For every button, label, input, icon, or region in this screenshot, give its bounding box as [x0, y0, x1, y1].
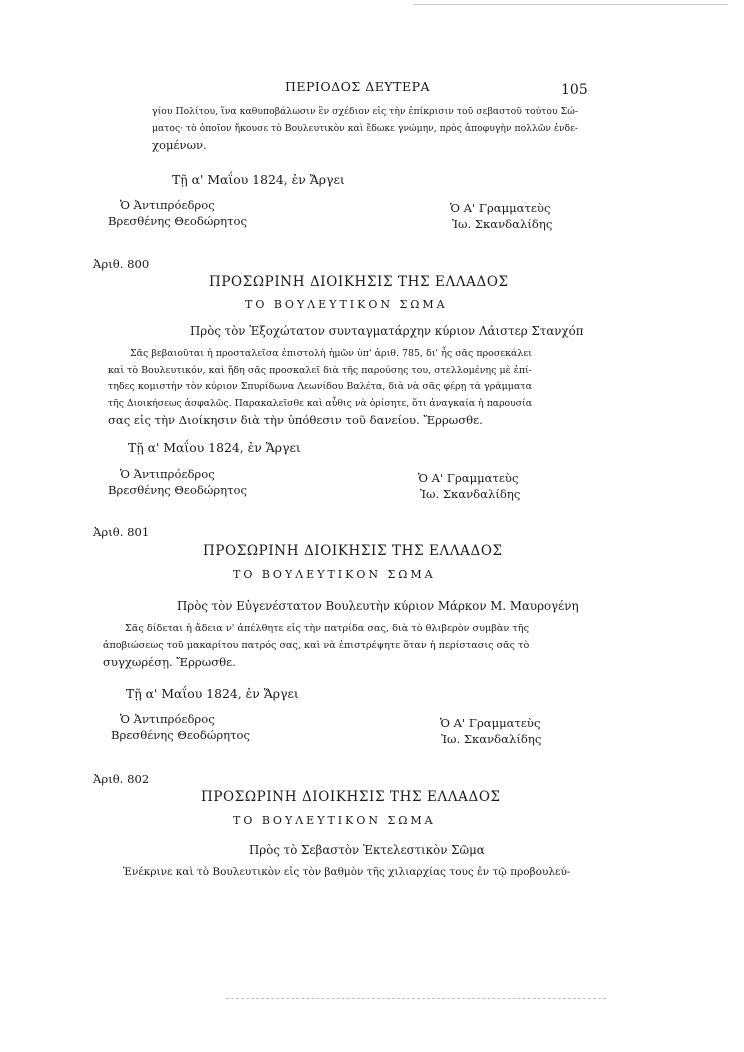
text-line: τῆς Διοικήσεως ἀσφαλῶς. Παρακαλεῖσθε καὶ αὖθις νὰ ὁρίσητε, ὅτι ἀναγκαία ἡ παρουσία: [108, 397, 532, 409]
signature-left-name: Βρεσθένης Θεοδώρητος: [108, 483, 247, 497]
text-line: τηδες κομιστὴν τὸν κύριον Σπυρίδωνα Λεωνίδου Βαλέτα, διὰ νὰ σᾶς φέρῃ τὰ γράμματα: [108, 381, 532, 393]
signature-right-name: Ἰω. Σκανδαλίδης: [441, 732, 542, 746]
signature-left-name: Βρεσθένης Θεοδώρητος: [108, 214, 247, 228]
text-line: καὶ τὸ Βουλευτικόν, καὶ ἤδη σᾶς προσκαλεῖ διὰ τῆς παρούσης του, στελλομένης μὲ ἐπί-: [108, 364, 532, 376]
document-number: Ἀριθ. 801: [93, 525, 150, 539]
scan-edge-line: [414, 4, 728, 5]
scan-edge-line: [226, 998, 606, 999]
page-number: 105: [561, 82, 588, 98]
document-subheading: ΤΟ ΒΟΥΛΕΥΤΙΚΟΝ ΣΩΜΑ: [233, 568, 436, 581]
addressee-line: Πρὸς τὸ Σεβαστὸν Ἐκτελεστικὸν Σῶμα: [249, 843, 485, 857]
text-line: συγχωρέσῃ. Ἔρρωσθε.: [103, 655, 236, 670]
running-head: ΠΕΡΙΟΔΟΣ ΔΕΥΤΕΡΑ: [285, 79, 431, 94]
addressee-line: Πρὸς τὸν Εὐγενέστατον Βουλευτὴν κύριον Μάρκον Μ. Μαυρογένη: [177, 599, 579, 613]
document-subheading: ΤΟ ΒΟΥΛΕΥΤΙΚΟΝ ΣΩΜΑ: [245, 298, 448, 311]
text-line: γίου Πολίτου, ἵνα καθυποβάλωσιν ἓν σχέδιον εἰς τὴν ἐπίκρισιν τοῦ σεβαστοῦ τούτου Σώ-: [152, 106, 578, 117]
signature-right-name: Ἰω. Σκανδαλίδης: [452, 217, 553, 231]
signature-right-name: Ἰω. Σκανδαλίδης: [420, 487, 521, 501]
text-line: Σᾶς δίδεται ἡ ἄδεια ν' ἀπέλθητε εἰς τὴν πατρίδα σας, διὰ τὸ θλιβερὸν συμβὰν τῆς: [125, 623, 529, 634]
text-line: ἀποβιώσεως τοῦ μακαρίτου πατρός σας, καὶ νὰ ἐπιστρέψητε ὅταν ἡ περίστασις σᾶς τὸ: [103, 639, 530, 651]
text-line: σας εἰς τὴν Διοίκησιν διὰ τὴν ὑπόθεσιν τοῦ δανείου. Ἔρρωσθε.: [108, 413, 483, 428]
date-line: Τῇ α' Μαΐου 1824, ἐν Ἄργει: [128, 440, 301, 455]
text-line: Σᾶς βεβαιοῦται ἡ προσταλεῖσα ἐπιστολὴ ἡμῶν ὑπ' ἀριθ. 785, δι' ἧς σᾶς προσεκάλει: [130, 348, 532, 359]
signature-left-title: Ὁ Ἀντιπρόεδρος: [120, 467, 215, 481]
signature-left-title: Ὁ Ἀντιπρόεδρος: [120, 198, 215, 212]
letter-body: [103, 621, 529, 671]
document-heading: ΠΡΟΣΩΡΙΝΗ ΔΙΟΙΚΗΣΙΣ ΤΗΣ ΕΛΛΑΔΟΣ: [203, 543, 503, 559]
signature-right-title: Ὁ Α' Γραμματεὺς: [450, 201, 551, 215]
opening-paragraph: [152, 104, 578, 154]
addressee-line: Πρὸς τὸν Ἐξοχώτατον συνταγματάρχην κύριον Λάιστερ Στανχόπ: [190, 324, 584, 338]
document-number: Ἀριθ. 802: [93, 772, 150, 786]
letter-body: [123, 864, 571, 881]
signature-left-title: Ὁ Ἀντιπρόεδρος: [120, 712, 215, 726]
document-heading: ΠΡΟΣΩΡΙΝΗ ΔΙΟΙΚΗΣΙΣ ΤΗΣ ΕΛΛΑΔΟΣ: [201, 789, 501, 805]
signature-right-title: Ὁ Α' Γραμματεὺς: [440, 716, 541, 730]
document-number: Ἀριθ. 800: [93, 257, 150, 271]
signature-right-title: Ὁ Α' Γραμματεὺς: [418, 471, 519, 485]
letter-body: [108, 346, 532, 429]
date-line: Τῇ α' Μαΐου 1824, ἐν Ἄργει: [126, 686, 299, 701]
text-line: ματος· τὸ ὁποῖον ἤκουσε τὸ Βουλευτικὸν καὶ ἔδωκε γνώμην, πρὸς ἀποφυγὴν πολλῶν ἐνδε-: [152, 122, 579, 134]
text-line: χομένων.: [152, 138, 207, 153]
date-line: Τῇ α' Μαΐου 1824, ἐν Ἄργει: [172, 172, 345, 187]
document-heading: ΠΡΟΣΩΡΙΝΗ ΔΙΟΙΚΗΣΙΣ ΤΗΣ ΕΛΛΑΔΟΣ: [209, 274, 509, 290]
document-subheading: ΤΟ ΒΟΥΛΕΥΤΙΚΟΝ ΣΩΜΑ: [233, 814, 436, 827]
text-line: Ἐνέκρινε καὶ τὸ Βουλευτικὸν εἰς τὸν βαθμὸν τῆς χιλιαρχίας τους ἐν τῷ προβουλεύ-: [123, 866, 571, 878]
signature-left-name: Βρεσθένης Θεοδώρητος: [111, 728, 250, 742]
